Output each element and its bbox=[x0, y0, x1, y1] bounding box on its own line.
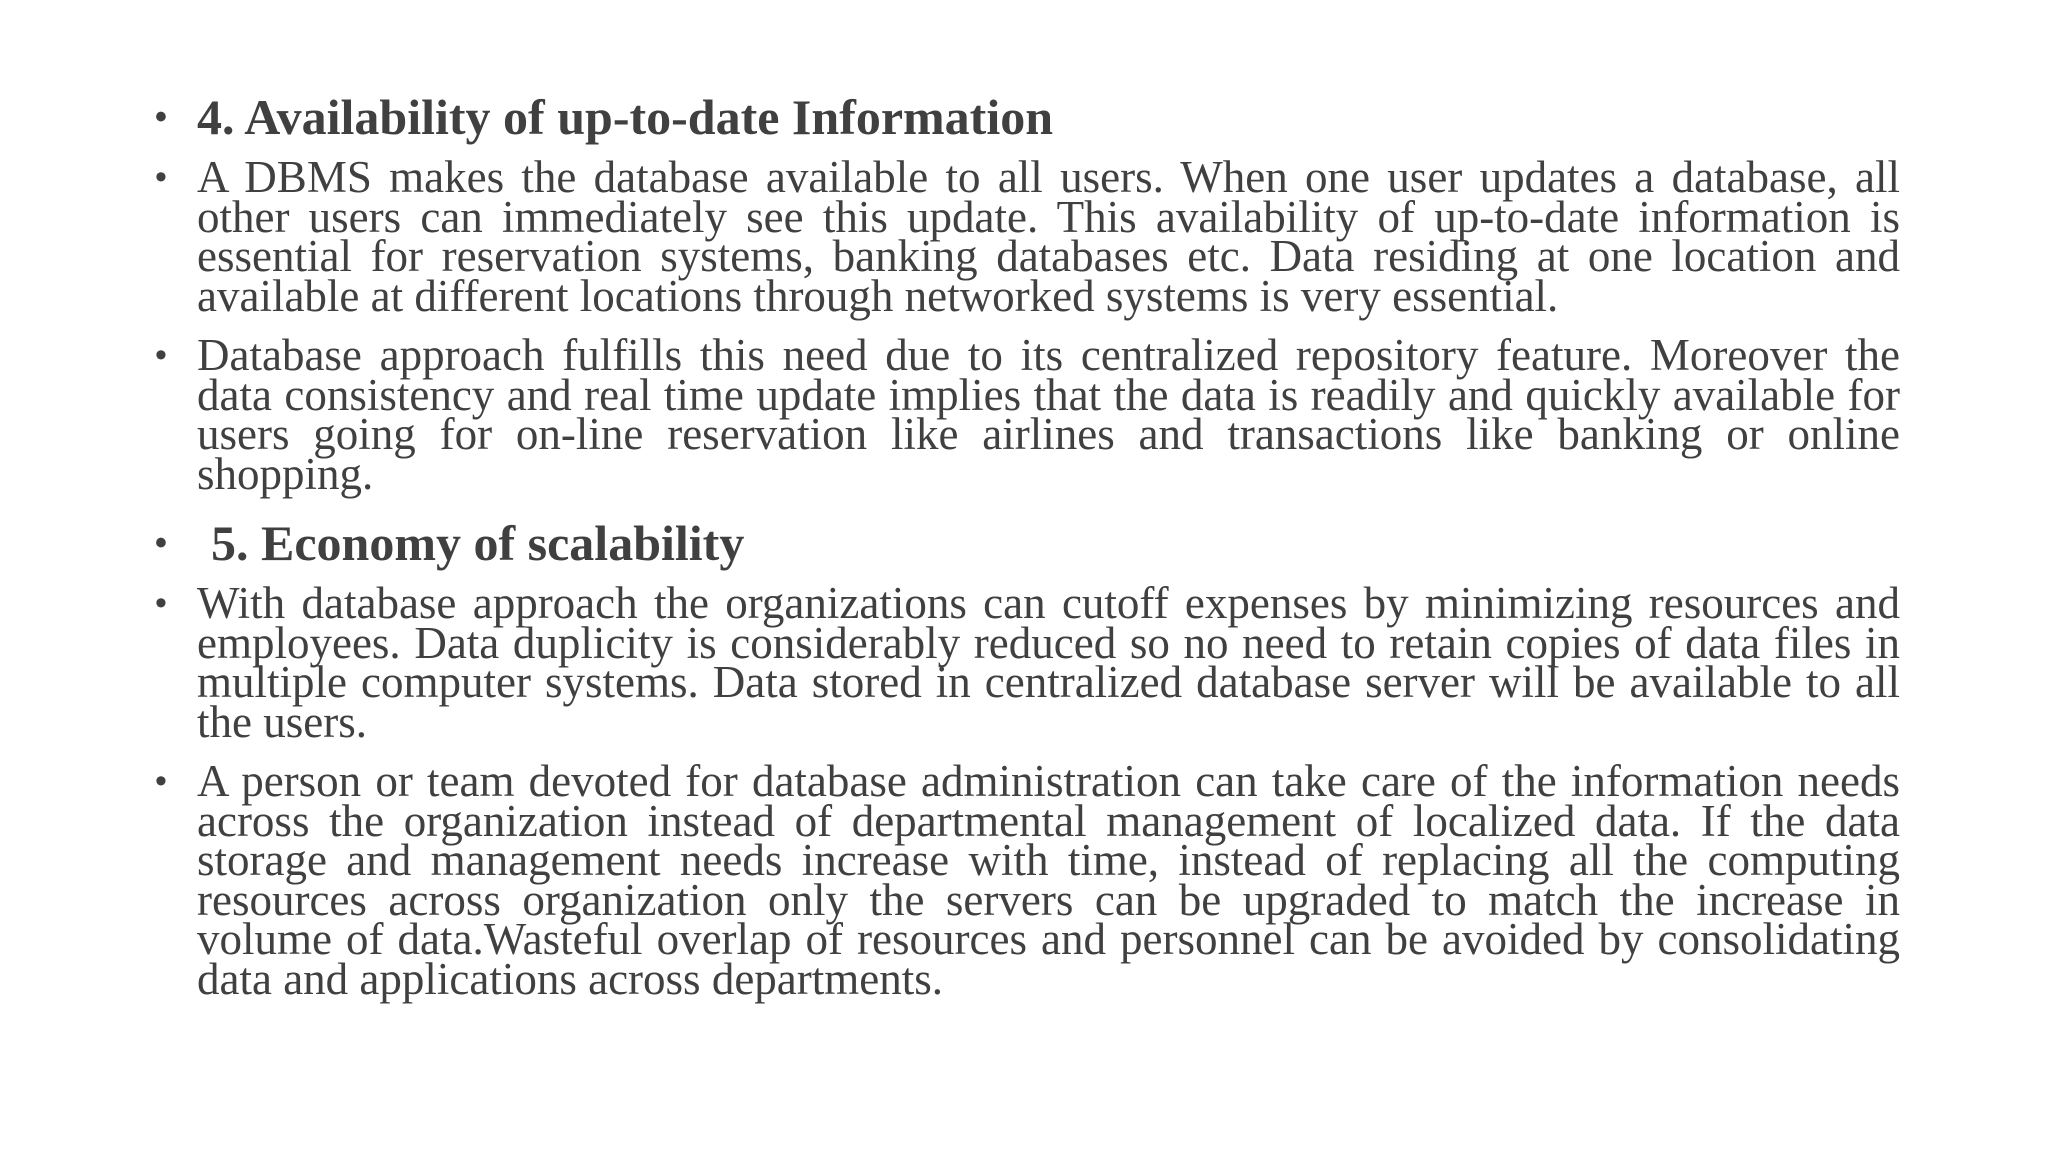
paragraph-text: • Database approach fulfills this need due to its centralized repository feature. Moreover the data consistency and real time update implies that the data is readily and quickly available for users going for on-line reservation like airlines and transactions like banking or online shopping. bbox=[197, 330, 1900, 499]
bullet-paragraph bbox=[155, 578, 1900, 747]
heading-text: 4. Availability of up-to-date Information bbox=[197, 89, 1054, 145]
bullet-paragraph bbox=[155, 756, 1900, 1004]
paragraph-text: • A person or team devoted for database administration can take care of the information needs across the organization instead of departmental management of localized data. If the data storage and management needs increase with time, instead of replacing all the computing resources across organization only the servers can be upgraded to match the increase in volume of data.Wasteful overlap of resources and personnel can be avoided by consolidating data and applications across departments. bbox=[197, 756, 1900, 1004]
heading-text: 5. Economy of scalability bbox=[211, 515, 745, 571]
paragraph-text: • A DBMS makes the database available to all users. When one user updates a database, all other users can immediately see this update. This availability of up-to-date information is essential for reservation systems, banking databases etc. Data residing at one location and available at different locations through networked systems is very essential. bbox=[197, 152, 1900, 321]
bullet-list bbox=[155, 88, 1900, 1019]
section-heading-availability bbox=[155, 88, 1900, 146]
bullet-paragraph bbox=[155, 330, 1900, 499]
paragraph-text: • With database approach the organizations can cutoff expenses by minimizing resources and employees. Data duplicity is considerably reduced so no need to retain copies of data files in multiple computer systems. Data stored in centralized database server will be available to all the users. bbox=[197, 578, 1900, 747]
bullet-paragraph bbox=[155, 152, 1900, 321]
section-heading-economy bbox=[155, 514, 1900, 572]
